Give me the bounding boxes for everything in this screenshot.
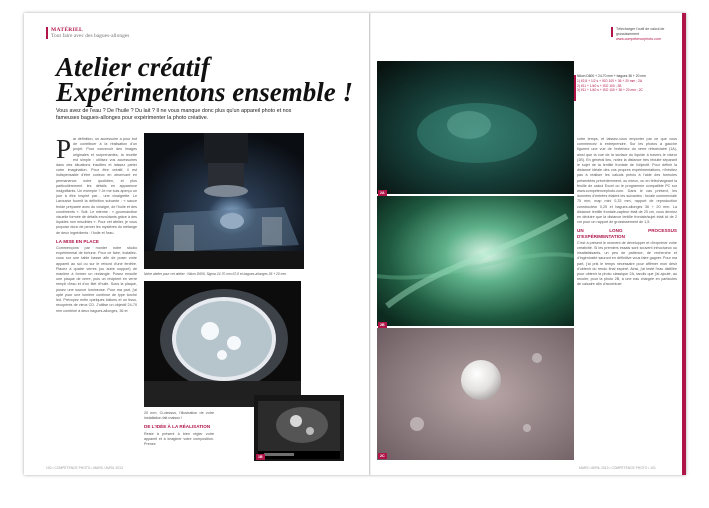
download-note-text: Télécharger l'outil de calcul de grossissement: [616, 27, 665, 36]
photo-1a: [144, 281, 301, 407]
specs-line-3: 2) f/11 + 1/40 s + ISO 100 ; 2B: [577, 83, 622, 88]
processus-paragraph: C'est à présent le moment de développer et d'exprimer votre créativité. Si les premiers essais sont souvent infructueux ou insatisfaisants, un peu de patience, de recherche et d'ingéniosité sauront en définitive vous faire gagner. Pour ma part, j'ai pris le temps nécessaire pour affirmer mon désir d'obtenir du rendu final espéré. Ainsi, j'ai testé l'eau distillée pour obtenir la photo classique 2A, tandis que j'ai ajouté, au reculer, pour la photo 2B, à une eau chargée en particules de calcaire afin d'accentuer: [577, 240, 677, 287]
title-line-2: Expérimentons ensemble !: [56, 77, 354, 107]
rubric: [51, 27, 129, 39]
section-heading-realisation: DE L'IDÉE À LA RÉALISATION: [144, 424, 211, 430]
photo-1b-badge: 1B: [258, 455, 263, 459]
photo-2c: [377, 328, 574, 460]
download-note: [616, 27, 686, 42]
footer-left: 100 • COMPÉTENCE PHOTO • MARS / AVRIL 2013: [46, 466, 123, 470]
specs-line-2: 1) f/2,8 + 1/2 s + ISO 100 + 36 + 20 mm ; 2A: [577, 78, 643, 83]
title-line-1: Atelier créatif: [56, 52, 210, 82]
photo-1b: [254, 395, 344, 461]
mise-en-place-paragraph: Commençons par monter notre studio expérimental de fortune. Pour ce faire, installez-vous sur une table basse afin de poser votre appareil au sol ou sur le rebord d'une fenêtre. Placez à quatre verres (ou autre support) de manière à former un rectangle. Posez ensuite une plaque de verre, puis un récipient en verre rempli d'eau et d'un filet d'huile. Sous la plaque, posez une source lumineuse. Pour ma part, j'ai opté pour une lumière continue de type torche led. Prévoyez enfin quelques bâtons et un tissu, récupérés de vieux CD. J'utilise un objectif 24-70 mm combiné à deux bagues-allonges, 36 et: [56, 246, 137, 313]
text-column-1: [56, 137, 137, 463]
dropcap: P: [56, 137, 72, 164]
photo-2b-badge: 2B: [380, 323, 385, 327]
text-column-3: [577, 137, 677, 463]
section-heading-mise-en-place: LA MISE EN PLACE: [56, 238, 99, 244]
page-gutter: [369, 13, 371, 475]
photo-specs: [577, 74, 686, 93]
setup-photo: [144, 133, 304, 269]
photo-2c-badge: 2C: [380, 454, 385, 458]
specs-marker: [574, 75, 576, 101]
realisation-paragraph: Reste à présent à bien régler votre appareil et à imaginer votre composition. Prenez: [144, 431, 214, 447]
rubric-subtitle: Tout faire avec des bagues-allonges: [51, 33, 130, 39]
photo-2a: [377, 61, 574, 194]
intro-paragraph: ar définition, un accessoire a pour but de contribuer à la réalisation d'un projet. Pour concevoir des images originales et surprenantes, la recette est simple : utilisez vos accessoires dans des situations insolites et laissez parler votre imagination. Pour être créatif, il est indispensable d'être curieux en observant en permanence notre quotidien, et plus particulièrement les détails en apparence insignifiants. Un exemple ? Je me suis aperçu un jour à être inspiré par… une vinaigrette. Le Larousse fournit la définition suivante : « sauce froide préparée avec du vinaigre, de l'huile et des condiments ». Soit. Le mienne : « gourmandise visuelle formée de détails envoûtants grâce à des liquides non miscibles ». Pour cet atelier, je vous propose donc de percer les mystères du mélange de deux ingrédients : l'huile et l'eau.: [56, 137, 137, 235]
rubric-marker: [46, 27, 48, 39]
col2-paragraph: 20 mm. Ci-dessus, l'illustration de votre installation fait maison !: [144, 411, 214, 421]
footer-right: MARS / AVRIL 2013 • COMPÉTENCE PHOTO • 101: [579, 466, 656, 470]
text-column-2: [144, 411, 214, 463]
section-heading-processus: UN LONG PROCESSUS D'EXPÉRIMENTATION: [577, 228, 677, 239]
photo-2a-badge: 2A: [380, 191, 385, 195]
col3-paragraph: votre temps, et laissez-vous emporter par ce que vous commencez à entreprendre. Sur les photos à gauche figurent une vue de l'extérieur du verre rétroéclairé (1A), ainsi que la vue de la surface du liquide à travers le viseur (1B). En général lieu, notez la distance très réduite séparant le sujet de la lentille frontale de l'objectif. Pour définir la distance idéale des vos propres expérimentations, n'hésitez pas à réaliser les calculs précis à l'aide des formules présentées précédemment, ou mieux, ou en téléchargeant la feuille de calcul Excel ou le programme compatible PC sur www.competencephoto.com. Dans le cas présent, les données d'entrées étaient les suivantes : focale commerciale 75 mm, map mini 0,33 mm, rapport de reproduction constructeur 0,25 et bagues-allonges 36 + 20 mm. La distance lentille frontale-capteur était de 20 cm, vous devriez en déduire que la distance lentille frontale/sujet était ici de 2 cm pour un rapport de grossissement de 1,5.: [577, 137, 677, 225]
photo-2b: [377, 196, 574, 326]
setup-photo-caption: Notre atelier pour cet atelier : Nikon D600, Sigma 24-70 mm f/2,8 et bagues-allonges 36 + 20 mm.: [144, 272, 288, 276]
magazine-spread: [24, 13, 686, 475]
specs-line-1: Nikon D600 + 24-70 mm + bagues 36 + 20 mm: [577, 74, 646, 78]
download-link[interactable]: www.competencephoto.com: [616, 37, 661, 41]
rubric-title: MATÉRIEL: [51, 27, 83, 33]
topright-marker: [611, 27, 613, 37]
article-lede: Vous avez de l'eau ? De l'huile ? Du lait ? Il ne vous manque donc plus qu'un appareil photo et nos fameuses bagues-allonges pour expérimenter la photo créative.: [56, 108, 292, 121]
specs-line-4: 3) f/11 + 1/40 s + ISO 100 + 36 + 20 mm ; 2C: [577, 88, 643, 93]
article-title: [56, 52, 354, 107]
